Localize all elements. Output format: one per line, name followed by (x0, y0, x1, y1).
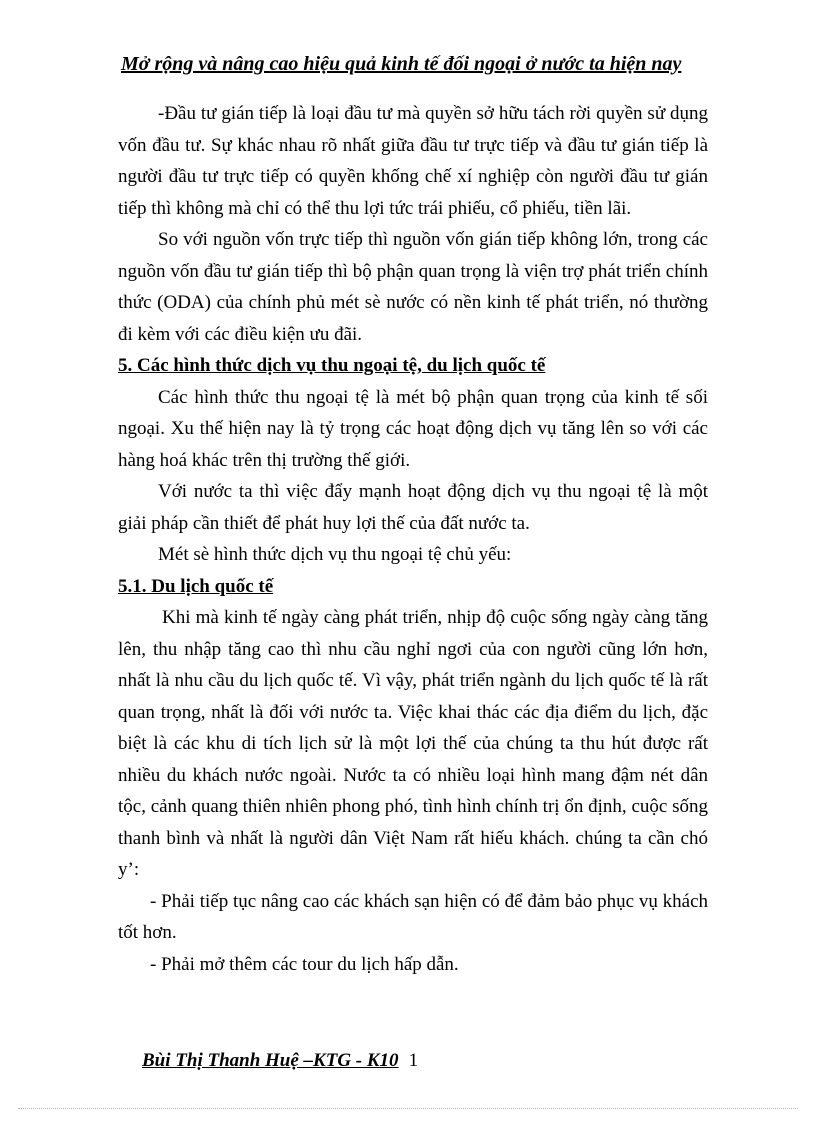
page-footer (142, 1050, 418, 1072)
bullet-tours: - Phải mở thêm các tour du lịch hấp dẫn. (150, 953, 459, 975)
section-heading-5: 5. Các hình thức dịch vụ thu ngoại tệ, du lịch quốc tế (118, 355, 546, 376)
bullet-hotels: - Phải tiếp tục nâng cao các khách sạn hiện có để đảm bảo phục vụ khách tốt hơn. (118, 890, 708, 943)
running-header: Mở rộng và nâng cao hiệu quả kinh tế đối ngoại ở nước ta hiện nay (121, 53, 682, 75)
footer-author: Bùi Thị Thanh Huệ –KTG - K10 (142, 1050, 399, 1071)
section-heading-5-1: 5.1. Du lịch quốc tế (118, 575, 274, 597)
page-number: 1 (408, 1050, 419, 1071)
paragraph-oda: So với nguồn vốn trực tiếp thì nguồn vốn gián tiếp không lớn, trong các nguồn vốn đầu tư gián tiếp thì bộ phận quan trọng là viện trợ phát triển chính thức (ODA) của chính phủ mét sè nước có nền kinh tế phát triển, nó thường đi kèm với các điều kiện ưu đãi. (118, 229, 708, 345)
paragraph-indirect-investment: -Đầu tư gián tiếp là loại đầu tư mà quyền sở hữu tách rời quyền sử dụng vốn đầu tư. Sự khác nhau rõ nhất giữa đầu tư trực tiếp và đầu tư gián tiếp là người đầu tư trực tiếp có quyền khống chế xí nghiệp còn người đầu tư gián tiếp thì không mà chỉ có thể thu lợi tức trái phiếu, cổ phiếu, tiền lãi. (118, 103, 708, 219)
paragraph-vietnam-services: Với nước ta thì việc đẩy mạnh hoạt động dịch vụ thu ngoại tệ là một giải pháp cần thiết để phát huy lợi thế của đất nước ta. (118, 481, 708, 534)
paragraph-tourism: Khi mà kinh tế ngày càng phát triển, nhịp độ cuộc sống ngày càng tăng lên, thu nhập tăng cao thì nhu cầu nghỉ ngơi của con người cũng lớn hơn, nhất là nhu cầu du lịch quốc tế. Vì vậy, phát triển ngành du lịch quốc tế là rất quan trọng, nhất là đối với nước ta. Việc khai thác các địa điểm du lịch, đặc biệt là các khu di tích lịch sử là một lợi thế của chúng ta thu hút được rất nhiều du khách nước ngoài. Nước ta có nhiều loại hình mang đậm nét dân tộc, cảnh quang thiên nhiên phong phó, tình hình chính trị ổn định, cuộc sống thanh bình và nhất là người dân Việt Nam rất hiếu khách. chúng ta cần chó y’: (118, 607, 708, 880)
page-bottom-divider (18, 1108, 798, 1109)
paragraph-foreign-currency: Các hình thức thu ngoại tệ là mét bộ phận quan trọng của kinh tế sối ngoại. Xu thế hiện nay là tỷ trọng các hoạt động dịch vụ tăng lên so với các hàng hoá khác trên thị trường thế giới. (118, 386, 708, 471)
document-body (118, 98, 708, 980)
paragraph-service-forms: Mét sè hình thức dịch vụ thu ngoại tệ chủ yếu: (158, 544, 512, 565)
